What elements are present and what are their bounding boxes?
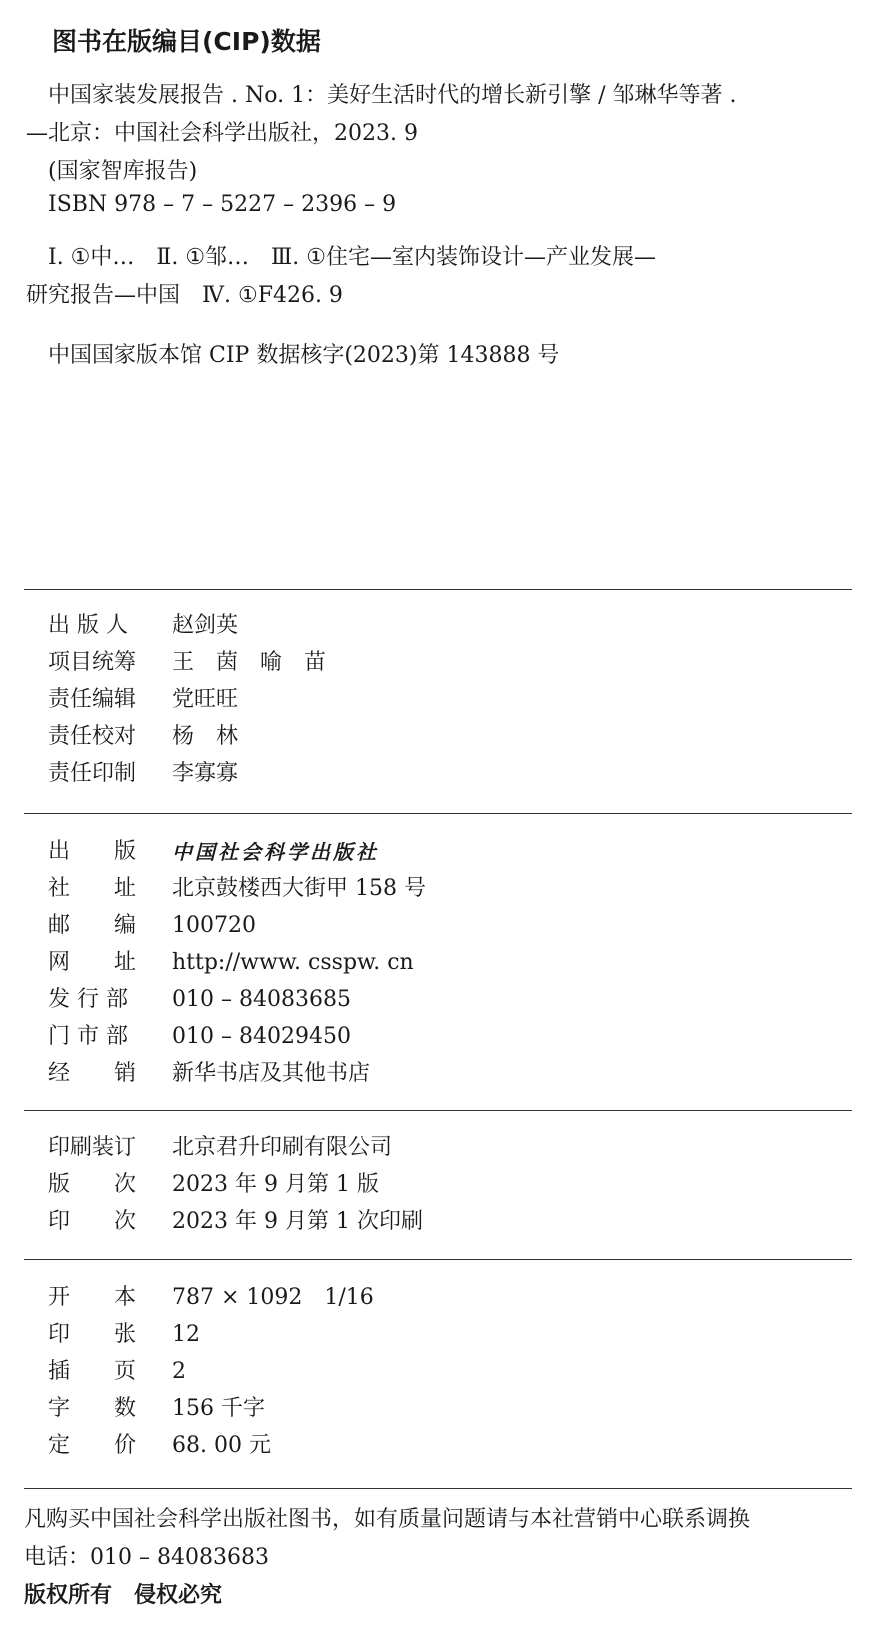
spec-row bbox=[48, 1356, 186, 1388]
row-value: 2023 年 9 月第 1 次印刷 bbox=[172, 1209, 423, 1234]
publisher-row bbox=[48, 947, 414, 979]
publisher-row bbox=[48, 910, 256, 942]
printing-row bbox=[48, 1169, 379, 1201]
divider bbox=[24, 1488, 852, 1489]
row-value: 2023 年 9 月第 1 版 bbox=[172, 1172, 379, 1197]
row-label: 插 页 bbox=[48, 1359, 137, 1384]
row-value: 12 bbox=[172, 1322, 200, 1347]
publisher-logotype: 中国社会科学出版社 bbox=[172, 840, 379, 864]
publisher-row bbox=[48, 836, 379, 868]
row-value: 010 – 84029450 bbox=[172, 1024, 351, 1049]
row-label: 出 版 bbox=[48, 839, 137, 864]
row-value: 010 – 84083685 bbox=[172, 987, 351, 1012]
website-link[interactable]: http://www. csspw. cn bbox=[172, 950, 414, 975]
row-value: 王 茵 喻 苗 bbox=[172, 650, 327, 675]
row-label: 项目统筹 bbox=[48, 650, 137, 675]
spec-row bbox=[48, 1319, 200, 1351]
cip-line-title: 中国家装发展报告 . No. 1：美好生活时代的增长新引擎 / 邹琳华等著 . bbox=[48, 83, 737, 108]
row-label: 社 址 bbox=[48, 876, 137, 901]
row-value: 北京君升印刷有限公司 bbox=[172, 1135, 393, 1160]
cip-line-series: (国家智库报告) bbox=[48, 159, 198, 184]
row-value: 100720 bbox=[172, 913, 256, 938]
divider bbox=[24, 1259, 852, 1260]
row-label: 经 销 bbox=[48, 1061, 137, 1086]
publisher-row bbox=[48, 1021, 351, 1053]
cip-line-publisher: —北京：中国社会科学出版社，2023. 9 bbox=[26, 121, 418, 146]
row-value: 156 千字 bbox=[172, 1396, 265, 1421]
row-label: 印 张 bbox=[48, 1322, 137, 1347]
spec-row bbox=[48, 1393, 265, 1425]
row-value: 68. 00 元 bbox=[172, 1433, 271, 1458]
spec-row bbox=[48, 1282, 374, 1314]
row-label: 责任印制 bbox=[48, 761, 137, 786]
cip-line-isbn: ISBN 978 – 7 – 5227 – 2396 – 9 bbox=[48, 192, 397, 217]
row-value: 赵剑英 bbox=[172, 613, 239, 638]
cip-line-record-number: 中国国家版本馆 CIP 数据核字(2023)第 143888 号 bbox=[48, 343, 560, 368]
cip-heading: 图书在版编目(CIP)数据 bbox=[52, 27, 321, 56]
row-value: 李寡寡 bbox=[172, 761, 239, 786]
row-label: 定 价 bbox=[48, 1433, 137, 1458]
row-label: 网 址 bbox=[48, 950, 137, 975]
row-label: 版 次 bbox=[48, 1172, 137, 1197]
staff-row bbox=[48, 684, 239, 716]
cip-line-classification: Ⅰ. ①中… Ⅱ. ①邹… Ⅲ. ①住宅—室内装饰设计—产业发展— bbox=[48, 245, 656, 270]
row-label: 门 市 部 bbox=[48, 1024, 128, 1049]
row-value: 新华书店及其他书店 bbox=[172, 1061, 371, 1086]
divider bbox=[24, 1110, 852, 1111]
staff-row bbox=[48, 647, 327, 679]
row-value: 787 × 1092 1/16 bbox=[172, 1285, 374, 1310]
cip-line-classification-cont: 研究报告—中国 Ⅳ. ①F426. 9 bbox=[26, 283, 343, 308]
quality-notice: 凡购买中国社会科学出版社图书，如有质量问题请与本社营销中心联系调换 bbox=[24, 1507, 751, 1532]
printing-row bbox=[48, 1206, 423, 1238]
row-label: 印刷装订 bbox=[48, 1135, 137, 1160]
printing-row bbox=[48, 1132, 393, 1164]
staff-row bbox=[48, 758, 239, 790]
row-label: 邮 编 bbox=[48, 913, 137, 938]
row-label: 开 本 bbox=[48, 1285, 137, 1310]
row-value: 2 bbox=[172, 1359, 186, 1384]
copyright-notice: 版权所有 侵权必究 bbox=[24, 1583, 223, 1608]
row-label: 责任校对 bbox=[48, 724, 137, 749]
row-label: 印 次 bbox=[48, 1209, 137, 1234]
staff-row bbox=[48, 721, 239, 753]
row-value: 党旺旺 bbox=[172, 687, 239, 712]
row-label: 发 行 部 bbox=[48, 987, 128, 1012]
row-value: 杨 林 bbox=[172, 724, 239, 749]
divider bbox=[24, 589, 852, 590]
divider bbox=[24, 813, 852, 814]
service-phone: 电话：010 – 84083683 bbox=[24, 1545, 269, 1570]
publisher-row bbox=[48, 984, 351, 1016]
row-value: 北京鼓楼西大街甲 158 号 bbox=[172, 876, 426, 901]
spec-row bbox=[48, 1430, 271, 1462]
publisher-row bbox=[48, 873, 426, 905]
row-label: 出 版 人 bbox=[48, 613, 128, 638]
publisher-row bbox=[48, 1058, 371, 1090]
staff-row bbox=[48, 610, 239, 642]
row-label: 字 数 bbox=[48, 1396, 137, 1421]
row-label: 责任编辑 bbox=[48, 687, 137, 712]
